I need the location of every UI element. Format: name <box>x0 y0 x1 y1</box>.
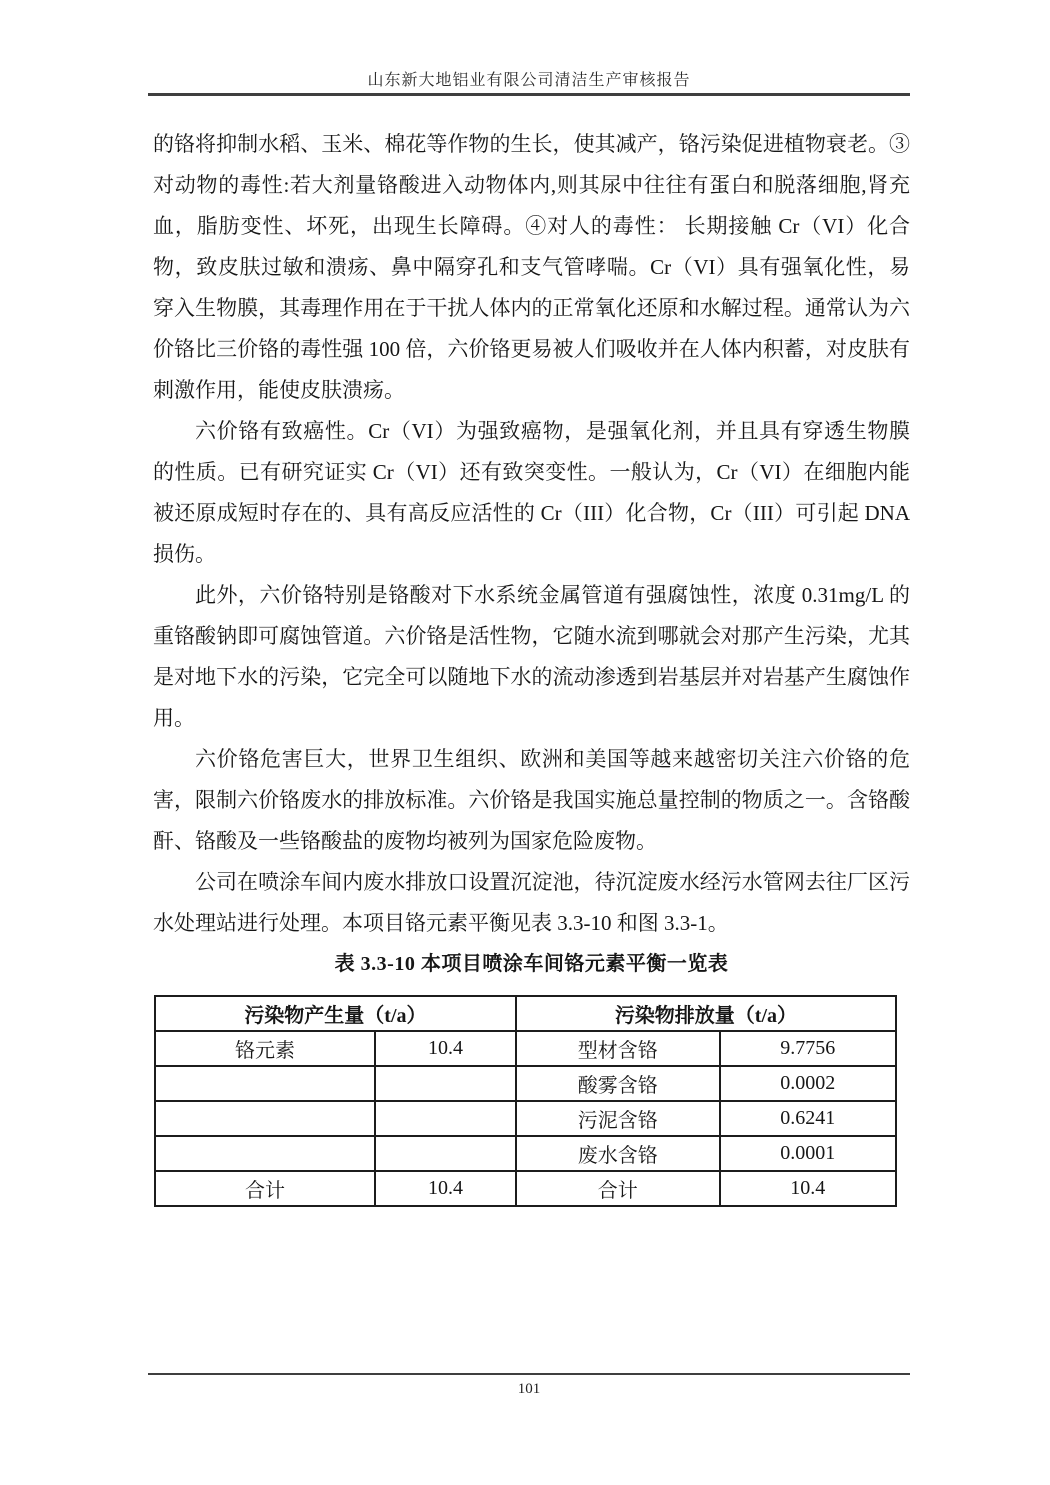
table-cell: 废水含铬 <box>516 1136 720 1171</box>
body-paragraph-2: 六价铬有致癌性。Cr（VI）为强致癌物，是强氧化剂，并且具有穿透生物膜的性质。已有研究证实 Cr（VI）还有致突变性。一般认为，Cr（VI）在细胞内能被还原成短时存在的、具有高反应活性的 Cr（III）化合物，Cr（III）可引起 DNA 损伤。 <box>153 419 910 566</box>
body-paragraph-4: 六价铬危害巨大，世界卫生组织、欧洲和美国等越来越密切关注六价铬的危害，限制六价铬废水的排放标准。六价铬是我国实施总量控制的物质之一。含铬酸酐、铬酸及一些铬酸盐的废物均被列为国家危险废物。 <box>153 747 910 853</box>
table-cell: 0.0002 <box>720 1066 896 1101</box>
table-cell: 0.6241 <box>720 1101 896 1136</box>
report-title: 山东新大地铝业有限公司清洁生产审核报告 <box>367 72 691 89</box>
page-header <box>148 0 910 96</box>
table-cell: 10.4 <box>375 1171 516 1206</box>
table-cell: 9.7756 <box>720 1031 896 1066</box>
table-row <box>155 1031 896 1066</box>
table-cell <box>155 1136 375 1171</box>
table-caption: 表 3.3-10 本项目喷涂车间铬元素平衡一览表 <box>334 953 729 975</box>
table-header-row <box>155 996 896 1031</box>
body-paragraph-5: 公司在喷涂车间内废水排放口设置沉淀池，待沉淀废水经污水管网去往厂区污水处理站进行处理。本项目铬元素平衡见表 3.3-10 和图 3.3-1。 <box>153 870 910 935</box>
table-row <box>155 1136 896 1171</box>
table-cell: 酸雾含铬 <box>516 1066 720 1101</box>
table-cell: 合计 <box>516 1171 720 1206</box>
table-cell <box>375 1066 516 1101</box>
body-paragraph-3: 此外，六价铬特别是铬酸对下水系统金属管道有强腐蚀性，浓度 0.31mg/L 的重铬酸钠即可腐蚀管道。六价铬是活性物，它随水流到哪就会对那产生污染，尤其是对地下水的污染，它完全可以随地下水的流动渗透到岩基层并对岩基产生腐蚀作用。 <box>153 583 910 730</box>
page-number: 101 <box>517 1381 541 1397</box>
chromium-balance-table <box>154 995 897 1207</box>
table-header-produced: 污染物产生量（t/a） <box>155 996 516 1031</box>
page-content <box>153 124 910 1207</box>
table-row <box>155 1101 896 1136</box>
body-paragraph-1: 的铬将抑制水稻、玉米、棉花等作物的生长，使其减产，铬污染促进植物衰老。③对动物的毒性:若大剂量铬酸进入动物体内,则其尿中往往有蛋白和脱落细胞,肾充血，脂肪变性、坏死，出现生长障碍。④对人的毒性： 长期接触 Cr（VI）化合物，致皮肤过敏和溃疡、鼻中隔穿孔和支气管哮喘。Cr（VI）具有强氧化性，易穿入生物膜，其毒理作用在于干扰人体内的正常氧化还原和水解过程。通常认为六价铬比三价铬的毒性强 100 倍，六价铬更易被人们吸收并在人体内积蓄，对皮肤有刺激作用，能使皮肤溃疡。 <box>153 132 910 402</box>
table-cell: 10.4 <box>720 1171 896 1206</box>
table-cell <box>155 1101 375 1136</box>
table-total-row <box>155 1171 896 1206</box>
table-cell: 10.4 <box>375 1031 516 1066</box>
table-cell: 型材含铬 <box>516 1031 720 1066</box>
table-cell <box>375 1101 516 1136</box>
table-cell <box>375 1136 516 1171</box>
table-cell <box>155 1066 375 1101</box>
table-row <box>155 1066 896 1101</box>
table-cell: 0.0001 <box>720 1136 896 1171</box>
table-cell: 合计 <box>155 1171 375 1206</box>
table-cell: 铬元素 <box>155 1031 375 1066</box>
table-cell: 污泥含铬 <box>516 1101 720 1136</box>
page-footer <box>148 1373 910 1398</box>
table-header-discharged: 污染物排放量（t/a） <box>516 996 896 1031</box>
